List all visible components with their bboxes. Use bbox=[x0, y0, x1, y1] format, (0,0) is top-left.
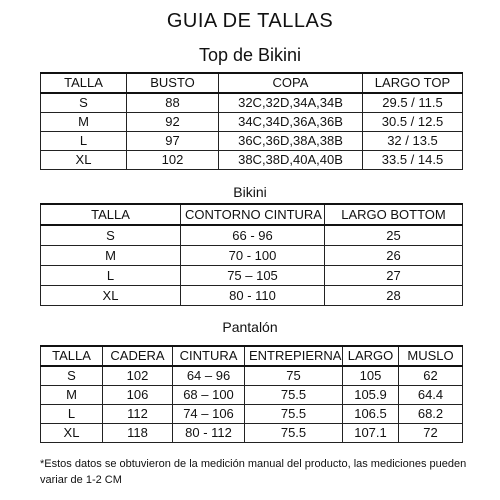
table-row bbox=[41, 151, 463, 170]
table-cell: 27 bbox=[325, 266, 463, 286]
table-cell: 80 - 112 bbox=[173, 424, 245, 443]
table-cell: 30.5 / 12.5 bbox=[363, 113, 463, 132]
table-row bbox=[41, 225, 463, 246]
bikini-heading: Bikini bbox=[233, 184, 267, 200]
column-header: ENTREPIERNA bbox=[245, 346, 343, 366]
table-cell: 62 bbox=[399, 366, 463, 386]
column-header: LARGO BOTTOM bbox=[325, 204, 463, 225]
table-cell: 88 bbox=[127, 93, 219, 113]
table-cell: 102 bbox=[103, 366, 173, 386]
table-cell: XL bbox=[41, 151, 127, 170]
table-header-row bbox=[41, 204, 463, 225]
table-cell: S bbox=[41, 93, 127, 113]
table-cell: 33.5 / 14.5 bbox=[363, 151, 463, 170]
table-row bbox=[41, 132, 463, 151]
table-row bbox=[41, 386, 463, 405]
top-bikini-table bbox=[40, 72, 463, 170]
column-header: CINTURA bbox=[173, 346, 245, 366]
table-cell: 28 bbox=[325, 286, 463, 306]
table-row bbox=[41, 424, 463, 443]
column-header: TALLA bbox=[41, 204, 181, 225]
table-cell: 29.5 / 11.5 bbox=[363, 93, 463, 113]
table-row bbox=[41, 286, 463, 306]
table-cell: L bbox=[41, 132, 127, 151]
column-header: CADERA bbox=[103, 346, 173, 366]
table-cell: 68.2 bbox=[399, 405, 463, 424]
table-cell: 25 bbox=[325, 225, 463, 246]
table-cell: 75.5 bbox=[245, 405, 343, 424]
table-cell: 107.1 bbox=[343, 424, 399, 443]
table-cell: 97 bbox=[127, 132, 219, 151]
column-header: TALLA bbox=[41, 346, 103, 366]
table-cell: 92 bbox=[127, 113, 219, 132]
table-cell: 105 bbox=[343, 366, 399, 386]
pantalon-heading: Pantalón bbox=[222, 319, 278, 335]
table-cell: 32C,32D,34A,34B bbox=[219, 93, 363, 113]
table-cell: 32 / 13.5 bbox=[363, 132, 463, 151]
table-cell: M bbox=[41, 386, 103, 405]
table-cell: 36C,36D,38A,38B bbox=[219, 132, 363, 151]
table-cell: L bbox=[41, 405, 103, 424]
table-row bbox=[41, 405, 463, 424]
table-cell: 64 – 96 bbox=[173, 366, 245, 386]
table-row bbox=[41, 93, 463, 113]
column-header: TALLA bbox=[41, 73, 127, 93]
table-row bbox=[41, 246, 463, 266]
table-cell: 75 – 105 bbox=[181, 266, 325, 286]
column-header: BUSTO bbox=[127, 73, 219, 93]
table-cell: 75 bbox=[245, 366, 343, 386]
table-cell: 68 – 100 bbox=[173, 386, 245, 405]
top-bikini-heading: Top de Bikini bbox=[198, 45, 302, 65]
table-cell: 26 bbox=[325, 246, 463, 266]
table-row bbox=[41, 366, 463, 386]
table-header-row bbox=[41, 73, 463, 93]
pantalon-table bbox=[40, 345, 463, 443]
table-cell: 72 bbox=[399, 424, 463, 443]
table-row bbox=[41, 113, 463, 132]
table-header-row bbox=[41, 346, 463, 366]
table-cell: 74 – 106 bbox=[173, 405, 245, 424]
column-header: LARGO bbox=[343, 346, 399, 366]
column-header: CONTORNO CINTURA bbox=[181, 204, 325, 225]
table-row bbox=[41, 266, 463, 286]
table-cell: XL bbox=[41, 424, 103, 443]
table-cell: 118 bbox=[103, 424, 173, 443]
table-cell: L bbox=[41, 266, 181, 286]
table-cell: 112 bbox=[103, 405, 173, 424]
table-cell: M bbox=[41, 246, 181, 266]
column-header: LARGO TOP bbox=[363, 73, 463, 93]
table-cell: S bbox=[41, 225, 181, 246]
table-cell: 102 bbox=[127, 151, 219, 170]
table-cell: S bbox=[41, 366, 103, 386]
table-cell: 38C,38D,40A,40B bbox=[219, 151, 363, 170]
table-cell: 106.5 bbox=[343, 405, 399, 424]
table-cell: XL bbox=[41, 286, 181, 306]
column-header: MUSLO bbox=[399, 346, 463, 366]
table-cell: 105.9 bbox=[343, 386, 399, 405]
table-cell: 106 bbox=[103, 386, 173, 405]
table-cell: 70 - 100 bbox=[181, 246, 325, 266]
page-title: GUIA DE TALLAS bbox=[166, 10, 334, 32]
table-cell: 64.4 bbox=[399, 386, 463, 405]
table-cell: 75.5 bbox=[245, 386, 343, 405]
table-cell: 66 - 96 bbox=[181, 225, 325, 246]
table-cell: 75.5 bbox=[245, 424, 343, 443]
measurement-footnote: *Estos datos se obtuvieron de la medición manual del producto, las mediciones pueden variar de 1-2 CM bbox=[40, 458, 467, 486]
table-cell: 34C,34D,36A,36B bbox=[219, 113, 363, 132]
table-cell: M bbox=[41, 113, 127, 132]
column-header: COPA bbox=[219, 73, 363, 93]
bikini-table bbox=[40, 203, 463, 306]
table-cell: 80 - 110 bbox=[181, 286, 325, 306]
